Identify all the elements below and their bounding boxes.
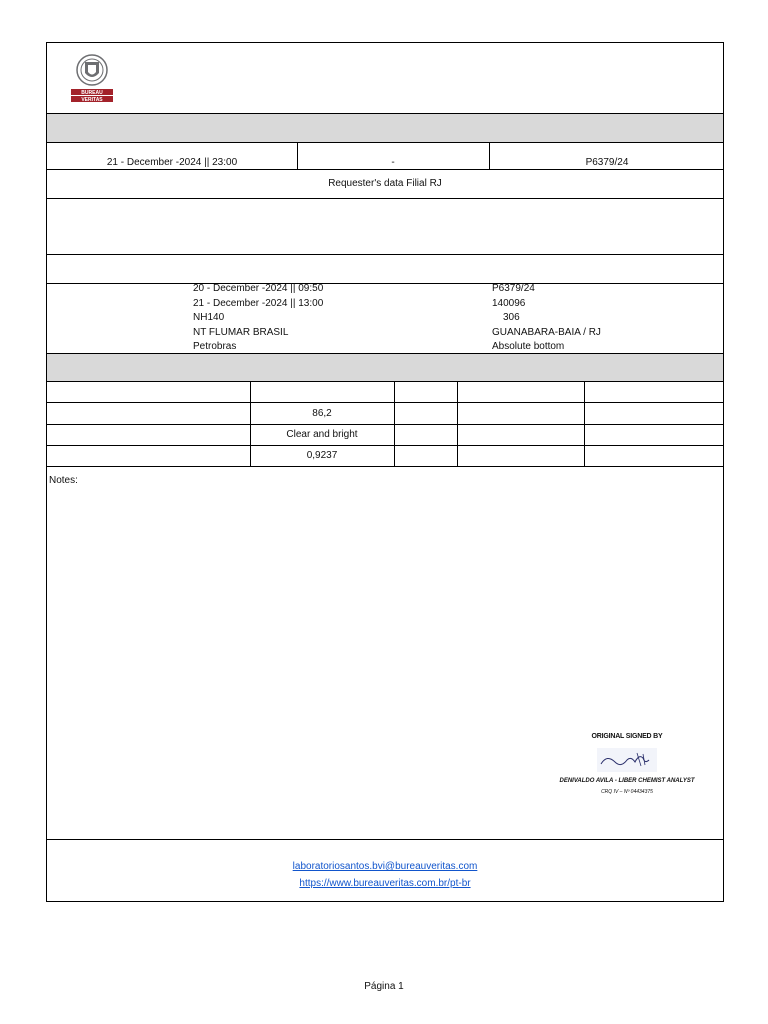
signature-block bbox=[547, 733, 707, 795]
signer-registration: CRQ IV – Nº 04434375 bbox=[601, 789, 653, 795]
signature-title: ORIGINAL SIGNED BY bbox=[591, 733, 663, 740]
page-number: Página 1 bbox=[364, 981, 404, 992]
result-value-2: Clear and bright bbox=[286, 429, 358, 440]
detail-left-2: 21 - December -2024 || 13:00 bbox=[193, 298, 324, 309]
header-middle-value: - bbox=[391, 157, 395, 168]
website-link[interactable]: https://www.bureauveritas.com.br/pt-br bbox=[299, 878, 471, 889]
email-link[interactable]: laboratoriosantos.bvi@bureauveritas.com bbox=[292, 861, 478, 872]
detail-left-5: Petrobras bbox=[193, 341, 237, 352]
detail-right-5: Absolute bottom bbox=[492, 341, 565, 352]
signature-image bbox=[597, 748, 657, 772]
logo-line2: VERITAS bbox=[81, 97, 103, 103]
detail-right-1: P6379/24 bbox=[492, 283, 535, 294]
notes-label: Notes: bbox=[49, 475, 78, 486]
requester-title: Requester's data Filial RJ bbox=[328, 178, 442, 189]
title-band bbox=[47, 114, 723, 142]
bureau-veritas-logo bbox=[69, 53, 115, 103]
report-reference: P6379/24 bbox=[585, 157, 629, 168]
detail-right-3: 306 bbox=[503, 312, 520, 323]
detail-right-4: GUANABARA-BAIA / RJ bbox=[492, 327, 601, 338]
results-band bbox=[47, 354, 723, 381]
logo-line1: BUREAU bbox=[81, 90, 103, 96]
report-datetime: 21 - December -2024 || 23:00 bbox=[106, 157, 238, 168]
detail-right-2: 140096 bbox=[492, 298, 526, 309]
detail-left-3: NH140 bbox=[193, 312, 225, 323]
report-frame bbox=[46, 42, 724, 902]
signer-name: DENIVALDO AVILA - LIBER CHEMIST ANALYST bbox=[559, 778, 695, 784]
detail-left-1: 20 - December -2024 || 09:50 bbox=[193, 283, 324, 294]
result-value-1: 86,2 bbox=[312, 408, 332, 419]
result-value-3: 0,9237 bbox=[306, 450, 338, 461]
detail-left-4: NT FLUMAR BRASIL bbox=[193, 327, 289, 338]
